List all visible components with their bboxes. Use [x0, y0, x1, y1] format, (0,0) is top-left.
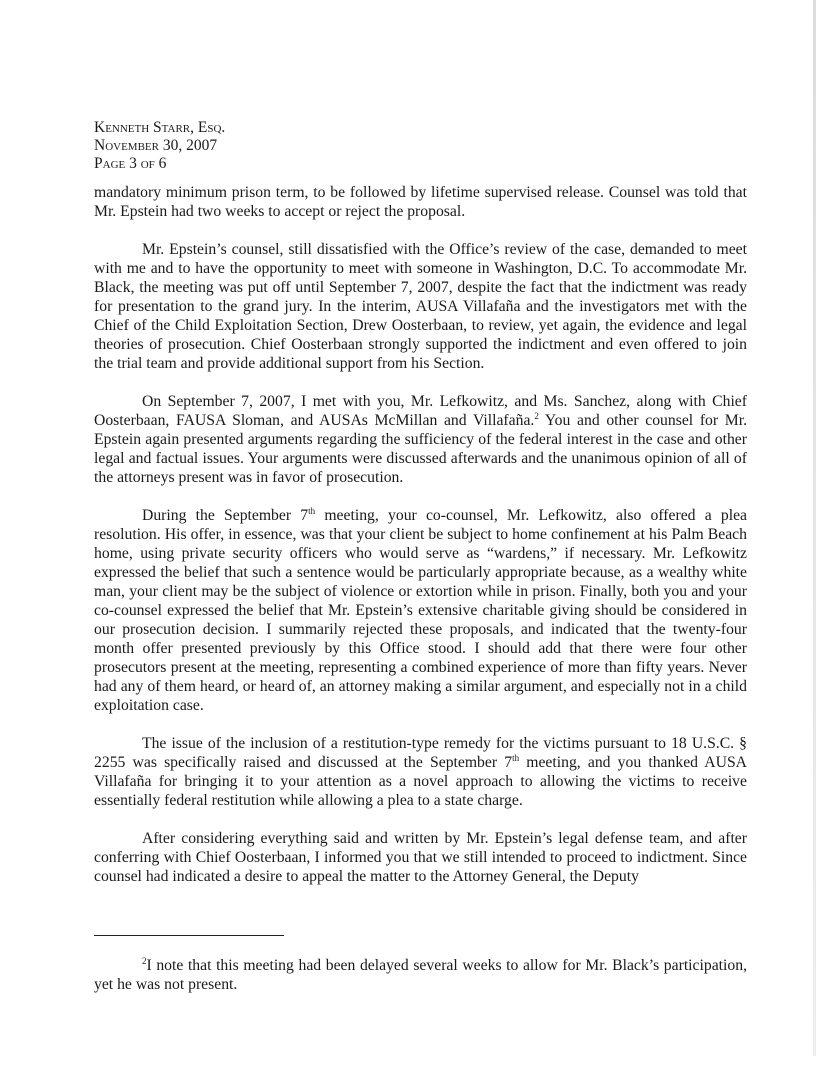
footnote — [94, 956, 747, 994]
footnote-ref: 2 — [534, 411, 539, 421]
paragraph-text: On September 7, 2007, I met with you, Mr. Lefkowitz, and Ms. Sanchez, along with Chief Oosterbaan, FAUSA Sloman, and AUSAs McMillan and Villafaña. — [94, 393, 747, 429]
footnote-text: I note that this meeting had been delayed several weeks to allow for Mr. Black’s participation, yet he was not present. — [94, 957, 747, 993]
ordinal-suffix: th — [512, 753, 520, 763]
paragraph-text: You and other counsel for Mr. Epstein again presented arguments regarding the sufficiency of the federal interest in the case and other legal and factual issues. Your arguments were discussed afterwards and the unanimous opinion of all of the attorneys present was in favor of prosecution. — [94, 412, 748, 486]
page-number: Page 3 of 6 — [94, 155, 167, 172]
footnote-divider — [94, 935, 284, 936]
paragraph-1: mandatory minimum prison term, to be followed by lifetime supervised release. Counsel was told that Mr. Epstein had two weeks to accept or reject the proposal. — [94, 184, 747, 220]
paragraph-2: Mr. Epstein’s counsel, still dissatisfied with the Office’s review of the case, demanded to meet with me and to have the opportunity to meet with someone in Washington, D.C. To accommodate Mr. Black, the meeting was put off until September 7, 2007, despite the fact that the indictment was ready for presentation to the grand jury. In the interim, AUSA Villafaña and the investigators met with the Chief of the Child Exploitation Section, Drew Oosterbaan, to review, yet again, the evidence and legal theories of prosecution. Chief Oosterbaan strongly supported the indictment and even offered to join the trial team and provide additional support from his Section. — [94, 241, 747, 372]
recipient: Kenneth Starr, Esq. — [94, 119, 226, 136]
paragraph-4 — [94, 506, 747, 715]
paragraph-5 — [94, 734, 747, 810]
ordinal-suffix: th — [308, 506, 316, 516]
letter-date: November 30, 2007 — [94, 137, 218, 154]
paragraph-3 — [94, 392, 747, 487]
paragraph-text: meeting, and you thanked AUSA Villafaña for bringing it to your attention as a novel approach to allowing the victims to receive essentially federal restitution while allowing a plea to a state charge. — [94, 754, 748, 809]
footnote-number: 2 — [142, 956, 147, 966]
letter-header — [94, 119, 747, 173]
paragraph-text: During the September 7 — [142, 507, 309, 524]
paragraph-6: After considering everything said and written by Mr. Epstein’s legal defense team, and after conferring with Chief Oosterbaan, I informed you that we still intended to proceed to indictment. Since counsel had indicated a desire to appeal the matter to the Attorney General, the Deputy — [94, 830, 747, 885]
paragraph-text: The issue of the inclusion of a restitution-type remedy for the victims pursuant to 18 U.S.C. § 2255 was specifically raised and discussed at the September 7 — [94, 735, 747, 771]
paragraph-text: meeting, your co-counsel, Mr. Lefkowitz, also offered a plea resolution. His offer, in essence, was that your client be subject to home confinement at his Palm Beach home, using private security officers who would serve as “wardens,” if necessary. Mr. Lefkowitz expressed the belief that such a sentence would be particularly appropriate because, as a wealthy white man, your client may be the subject of violence or extortion while in prison. Finally, both you and your co-counsel expressed the belief that Mr. Epstein’s extensive charitable giving should be considered in our prosecution decision. I summarily rejected these proposals, and indicated that the twenty-four month offer presented previously by this Office stood. I should add that there were four other prosecutors present at the meeting, representing a combined experience of more than fifty years. Never had any of them heard, or heard of, an attorney making a similar argument, and especially not in a child exploitation case. — [94, 507, 747, 714]
footnote-section — [94, 905, 747, 1013]
